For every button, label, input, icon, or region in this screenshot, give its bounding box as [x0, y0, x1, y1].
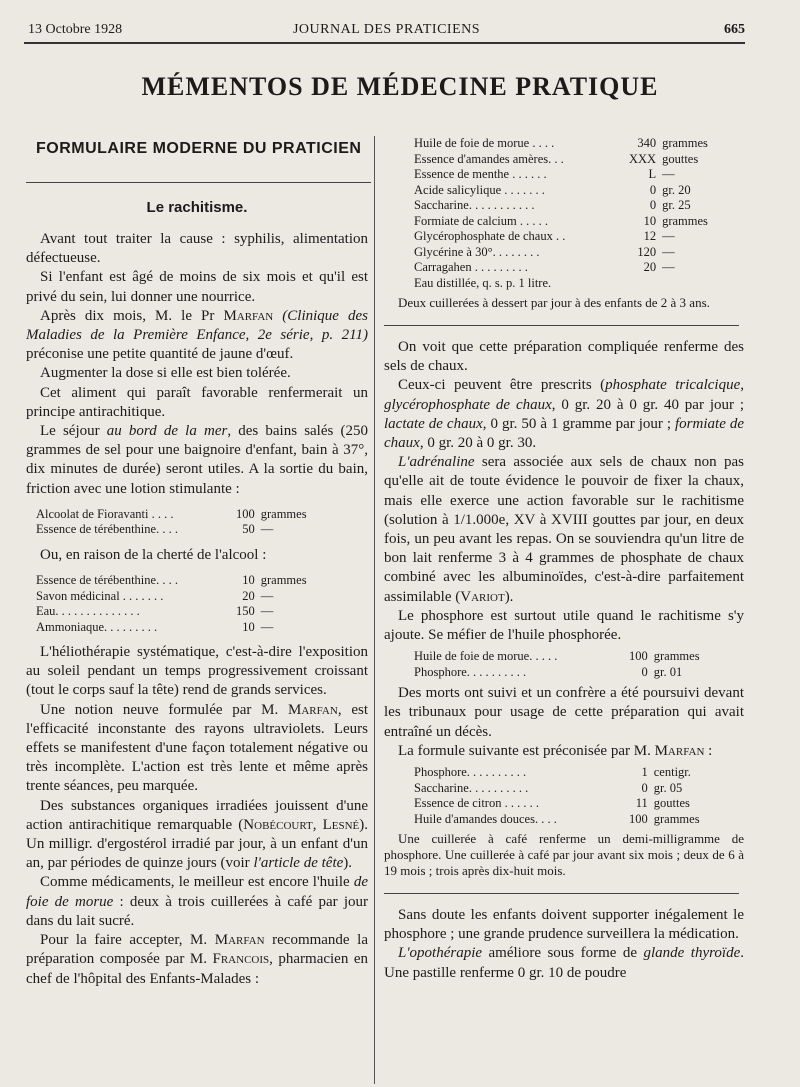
recipe-row [414, 781, 700, 797]
text: Avant tout traiter la cause : syphilis, alimentation défectueuse. [26, 231, 368, 267]
recipe-table-alternative [36, 573, 307, 635]
unit: gr. 01 [653, 664, 683, 679]
unit: grammes [653, 811, 700, 826]
unit: gouttes [653, 796, 690, 811]
emphasis: lactate de chaux [384, 415, 483, 432]
text: Ceux-ci peuvent être prescrits ( [398, 377, 606, 394]
text: sera associée aux sels de chaux non pas qu'elle ait de toute évidence le pouvoir de fixer la chaux, mais elle exerce une action favorable sur le rachitisme (solution à 1/1.000e, XV à XVIII gouttes par jour, en deux fois, un peu avant les repas. On se souviendra qu'un litre de bon lait renferme 3 à 4 grammes de phosphate de chaux combiné avec les albuminoïdes, c'est-à-dire parfaitement assimilable ( [384, 454, 744, 605]
text: améliore sous forme de [482, 945, 644, 962]
emphasis: au bord de la mer [106, 423, 228, 440]
quantity: 11 [635, 796, 648, 811]
ingredient: Huile de foie de morue . . . . [414, 136, 555, 150]
unit: gr. 05 [653, 780, 683, 795]
text: ). [343, 855, 353, 872]
paragraph [384, 906, 744, 944]
unit: grammes [653, 649, 700, 664]
paragraph [26, 701, 368, 797]
ingredient: Acide salicylique . . . . . . . [414, 182, 545, 197]
recipe-row [414, 812, 700, 828]
recipe-row [414, 649, 700, 665]
quantity: 20 [643, 260, 657, 274]
ingredient: Eau distillée, q. s. p. 1 litre. [414, 275, 552, 290]
recipe-row [414, 276, 708, 292]
ingredient: Phosphore. . . . . . . . . . [414, 664, 527, 679]
text: , pharmacien en chef de l'hôpital des Enfants-Malades : [26, 951, 368, 987]
section-rule [26, 182, 371, 183]
paragraph [26, 422, 368, 499]
text: L'héliothérapie systématique, c'est-à-dire l'exposition au soleil pendant un temps progressivement croissant (tout le corps sauf la tête) rend de grands services. [26, 644, 368, 699]
unit: — [260, 588, 274, 603]
paragraph [26, 307, 368, 365]
ingredient: Glycérophosphate de chaux . . [414, 229, 566, 243]
author-name: Marfan [288, 701, 338, 718]
paragraph [26, 546, 368, 565]
recipe-row [414, 183, 708, 199]
text: Le phosphore est surtout utile quand le rachitisme s'y ajoute. Se méfier de l'huile phosphorée. [384, 607, 744, 644]
recipe-table-marfan-formula [414, 765, 700, 827]
text: Ou, en raison de la cherté de l'alcool : [40, 546, 267, 563]
ingredient: Essence de térébenthine. . . . [36, 522, 178, 537]
recipe-row [414, 229, 708, 245]
quantity: 20 [242, 588, 255, 603]
quantity: 0 [641, 780, 648, 795]
quantity: 100 [629, 811, 648, 826]
recipe-row [36, 522, 307, 538]
recipe-row [414, 765, 700, 781]
text: La formule suivante est préconisée par M. [398, 742, 655, 759]
unit: — [662, 260, 675, 274]
article-subtitle: Le rachitisme. [146, 199, 248, 216]
section-title: FORMULAIRE MODERNE DU PRATICIEN [36, 140, 362, 157]
paragraph [384, 742, 744, 761]
quantity: 10 [242, 619, 255, 634]
paragraph [384, 376, 744, 453]
emphasis: phosphate tricalcique, glycérophosphate de chaux [384, 377, 744, 413]
column-divider [374, 136, 375, 1084]
author-name: Nobécourt, Lesné [243, 816, 360, 833]
paragraph [26, 384, 368, 422]
quantity: 100 [629, 649, 648, 664]
unit: grammes [260, 506, 307, 521]
quantity: 10 [242, 573, 255, 588]
unit: gr. 20 [662, 182, 691, 197]
unit: grammes [662, 136, 708, 150]
text: Des morts ont suivi et un confrère a été poursuivi devant les tribunaux pour usage de cette préparation qui avait entraîné un décès. [384, 685, 744, 740]
author-name: Variot [460, 588, 505, 605]
unit: gr. 25 [662, 198, 691, 212]
author-name: Francois [212, 951, 270, 968]
ingredient: Formiate de calcium . . . . . [414, 213, 548, 228]
recipe-row [414, 245, 708, 261]
quantity: 340 [637, 136, 657, 150]
ingredient: Essence de menthe . . . . . . [414, 167, 547, 181]
text: , 0 gr. 20 à 0 gr. 40 par jour ; [551, 396, 744, 413]
header-journal-name: JOURNAL DES PRATICIENS [292, 22, 481, 37]
text: , 0 gr. 20 à 0 gr. 30. [419, 435, 537, 452]
paragraph [384, 944, 744, 982]
text: ). [504, 588, 514, 605]
emphasis: L'opothérapie [398, 945, 483, 962]
text: : deux à trois cuillerées à café par jour dans du lait sucré. [26, 893, 368, 929]
text: Une notion neuve formulée par M. [40, 701, 289, 718]
unit: grammes [260, 573, 307, 588]
recipe-row [414, 198, 708, 214]
text: recommande la préparation composée par M. [26, 932, 368, 968]
paragraph [384, 607, 744, 645]
ingredient: Eau. . . . . . . . . . . . . . [36, 604, 140, 619]
text: Cet aliment qui paraît favorable renfermerait un principe antirachitique. [26, 384, 368, 420]
author-name: Marfan [214, 932, 265, 949]
unit: — [260, 619, 274, 634]
recipe-row [36, 620, 307, 636]
unit: grammes [662, 213, 708, 228]
left-column [26, 140, 368, 989]
recipe-row [36, 589, 307, 605]
text: Sans doute les enfants doivent supporter inégalement le phosphore ; une grande prudence surveillera la médication. [384, 907, 744, 943]
text: Le séjour [40, 423, 107, 440]
section-rule [384, 893, 739, 894]
ingredient: Huile d'amandes douces. . . . [414, 811, 557, 826]
unit: centigr. [653, 765, 691, 780]
recipe-row [36, 573, 307, 589]
paragraph [384, 684, 744, 742]
text: Pour la faire accepter, M. [40, 932, 215, 949]
quantity: 12 [643, 229, 657, 243]
ingredient: Saccharine. . . . . . . . . . . [414, 198, 535, 212]
ingredient: Huile de foie de morue. . . . . [414, 649, 558, 664]
recipe-row [414, 152, 708, 168]
header-rule [24, 42, 745, 44]
header-date: 13 Octobre 1928 [28, 22, 123, 37]
dosage-note: Une cuillerée à café renferme un demi-milligramme de phosphore. Une cuillerée à café par jour avant six mois ; deux de 6 à 19 mois ; trois après dix-huit mois. [384, 831, 744, 879]
paragraph [384, 338, 744, 376]
dosage-note: Deux cuillerées à dessert par jour à des enfants de 2 à 3 ans. [398, 295, 710, 310]
recipe-row [414, 260, 708, 276]
text: préconise une petite quantité de jaune d'œuf. [26, 346, 294, 363]
quantity: L [648, 167, 657, 181]
quantity: 10 [643, 213, 657, 228]
text: ). Un milligr. d'ergostérol irradié par jour, à un enfant d'un an, par périodes de quinze jours (voir [26, 816, 368, 872]
quantity: 100 [236, 506, 255, 521]
recipe-row [36, 604, 307, 620]
quantity: 50 [242, 522, 255, 537]
right-column [384, 132, 744, 983]
text: Après dix mois, M. le Pr [40, 307, 224, 324]
ingredient: Savon médicinal . . . . . . . [36, 588, 164, 603]
recipe-row [414, 167, 708, 183]
quantity: 0 [641, 664, 648, 679]
emphasis: L'adrénaline [398, 454, 475, 471]
unit: gouttes [662, 151, 699, 166]
ingredient: Glycérine à 30°. . . . . . . . [414, 244, 540, 259]
recipe-row [36, 507, 307, 523]
ingredient: Phosphore. . . . . . . . . . [414, 765, 527, 780]
text: , 0 gr. 50 à 1 gramme par jour ; [482, 415, 676, 432]
paragraph [26, 643, 368, 701]
text: Augmenter la dose si elle est bien tolérée. [40, 365, 291, 382]
quantity: 150 [236, 604, 255, 619]
author-name: Marfan [223, 307, 274, 324]
recipe-row [414, 214, 708, 230]
ingredient: Carragahen . . . . . . . . . [414, 260, 528, 274]
text: . Une pastille renferme 0 gr. 10 de poudre [384, 945, 744, 981]
ingredient: Essence de térébenthine. . . . [36, 573, 178, 588]
recipe-table-lotion [36, 507, 307, 538]
ingredient: Essence de citron . . . . . . [414, 796, 539, 811]
emphasis: formiate de chaux [384, 415, 744, 452]
text: , des bains salés (250 grammes de sel pour une baignoire d'enfant, bain à 37°, dix minutes de durée) seront utiles. A la sortie du bain, friction avec une lotion stimulante : [26, 423, 368, 497]
unit: — [662, 229, 675, 243]
quantity: 0 [649, 198, 657, 212]
unit: — [260, 522, 274, 537]
text: Comme médicaments, le meilleur est encore l'huile [40, 874, 354, 891]
unit: — [662, 167, 675, 181]
main-title: MÉMENTOS DE MÉDECINE PRATIQUE [141, 72, 659, 101]
running-header [28, 22, 745, 40]
paragraph [26, 230, 368, 268]
emphasis: glande thyroïde [643, 945, 741, 962]
ingredient: Essence d'amandes amères. . . [414, 151, 564, 166]
text: : [704, 742, 713, 759]
emphasis: de foie de morue [26, 874, 368, 910]
text: Des substances organiques irradiées jouissent d'une action antirachitique remarquable ( [26, 797, 368, 833]
author-name: Marfan [654, 742, 705, 759]
ingredient: Alcoolat de Fioravanti . . . . [36, 506, 174, 521]
text: , est l'efficacité inconstante des rayons ultraviolets. Leurs effets se manifestent d'une façon totalement négative ou très incomplète. L'action est très lente et même après trente séances, peu marquée. [26, 701, 368, 795]
ingredient: Ammoniaque. . . . . . . . . [36, 619, 158, 634]
paragraph [26, 364, 368, 383]
quantity: 0 [649, 182, 657, 197]
paragraph [26, 931, 368, 989]
paragraph [26, 873, 368, 931]
quantity: XXX [629, 151, 657, 166]
quantity: 120 [637, 244, 657, 259]
text: On voit que cette préparation compliquée renferme des sels de chaux. [384, 339, 744, 375]
paragraph [384, 453, 744, 607]
unit: — [662, 244, 675, 259]
recipe-table-cod-liver-oil [414, 136, 708, 291]
emphasis: l'article de tête [253, 855, 344, 872]
text: Si l'enfant est âgé de moins de six mois et qu'il est privé du sein, lui donner une nourrice. [26, 269, 368, 305]
quantity: 1 [641, 765, 648, 780]
recipe-row [414, 136, 708, 152]
recipe-row [414, 665, 700, 681]
section-rule [384, 325, 739, 326]
unit: — [260, 604, 274, 619]
paragraph [26, 797, 368, 874]
paragraph [26, 268, 368, 306]
header-page-number: 665 [724, 22, 745, 37]
ingredient: Saccharine. . . . . . . . . . [414, 780, 529, 795]
reference: (Clinique des Maladies de la Première Enfance, 2e série, p. 211) [26, 307, 368, 344]
recipe-table-phosphorus-oil [414, 649, 700, 680]
recipe-row [414, 796, 700, 812]
